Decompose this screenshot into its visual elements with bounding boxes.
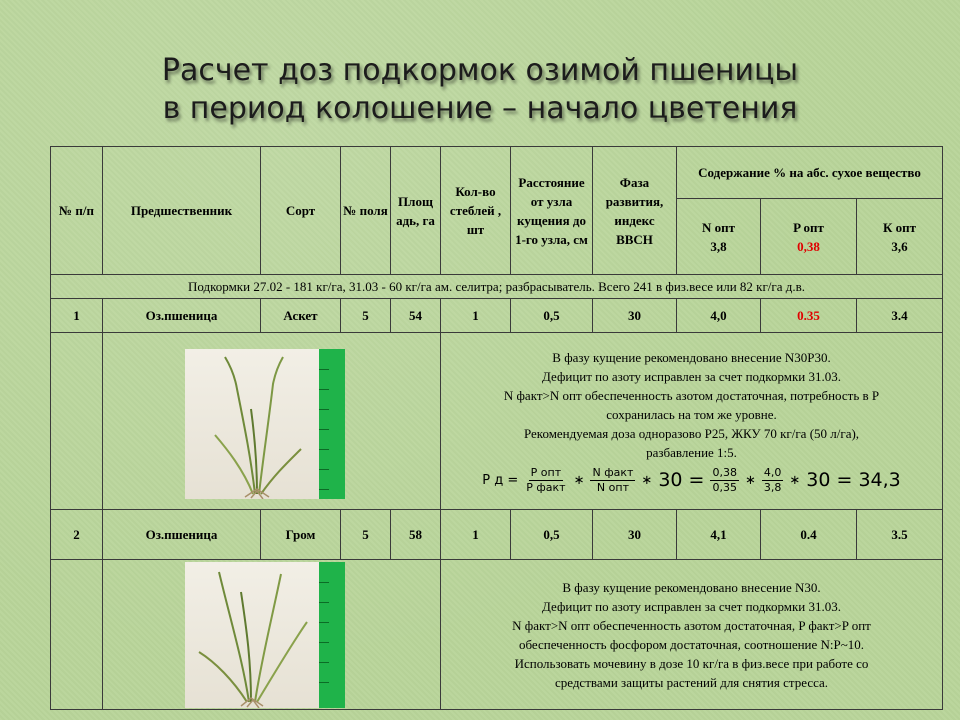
dose-formula: P д = $\frac{\text{P опт}}{\text{P факт}}$ ∗ $\frac{\text{N факт}}{\text{N опт}}$ ∗ 30 = $\frac{0,38}{0,35}$ ∗ $\frac{4,0}{3,8}$ ∗ 30 = 34,3 [482, 465, 901, 494]
photo-cell-1 [103, 333, 441, 510]
recommendation-1: В фазу кущение рекомендовано внесение N30P30. Дефицит по азоту исправлен за счет подкормки 31.03. N факт>N опт обеспеченность азотом достаточная, потребность в P сохранилась на том же уровне. Рекомендуемая доза одноразово P25, ЖКУ 70 кг/га (50 л/га), разбавление 1:5. P д = $\frac{\text{P опт}}{\text{P факт}}$ ∗ $\frac{\text{N факт}}{\text{N опт}}$ ∗ 30 = $\frac{0,38}{0,35}$ ∗ $\frac{4,0}{3,8}$ ∗ 30 = 34,3 [441, 333, 943, 510]
table-row: 2 Оз.пшеница Гром 5 58 1 0,5 30 4,1 0.4 3.5 [51, 510, 943, 560]
fertilizer-table [50, 146, 943, 710]
wheat-plant-photo [185, 562, 345, 708]
photo-cell-2 [103, 560, 441, 710]
header-n-opt: N опт 3,8 [677, 199, 761, 275]
header-predecessor: Предшественник [103, 147, 261, 275]
header-area: Площ адь, га [391, 147, 441, 275]
header-k-opt: К опт 3,6 [857, 199, 943, 275]
wheat-plant-photo [185, 349, 345, 499]
header-stems: Кол-во стеблей , шт [441, 147, 511, 275]
header-field: № поля [341, 147, 391, 275]
header-phase: Фаза развития, индекс BBCH [593, 147, 677, 275]
header-content: Содержание % на абс. сухое вещество [677, 147, 943, 199]
header-distance: Расстояние от узла кущения до 1-го узла, см [511, 147, 593, 275]
recommendation-2: В фазу кущение рекомендовано внесение N30. Дефицит по азоту исправлен за счет подкормки 31.03. N факт>N опт обеспеченность азотом достаточная, P факт>P опт обеспеченность фосфором достаточная, соотношение N:P~10. Использовать мочевину в дозе 10 кг/га в физ.весе при работе со средствами защиты растений для снятия стресса. [441, 560, 943, 710]
header-num: № п/п [51, 147, 103, 275]
header-variety: Сорт [261, 147, 341, 275]
header-p-opt: P опт 0,38 [761, 199, 857, 275]
table-row: 1 Оз.пшеница Аскет 5 54 1 0,5 30 4,0 0.35 3.4 [51, 299, 943, 333]
title-line-2: в период колошение – начало цветения [162, 91, 798, 126]
fertilization-note: Подкормки 27.02 - 181 кг/га, 31.03 - 60 кг/га ам. селитра; разбрасыватель. Всего 241 в физ.весе или 82 кг/га д.в. [51, 275, 943, 299]
title-line-1: Расчет доз подкормок озимой пшеницы [161, 53, 799, 88]
page-title [0, 52, 960, 128]
